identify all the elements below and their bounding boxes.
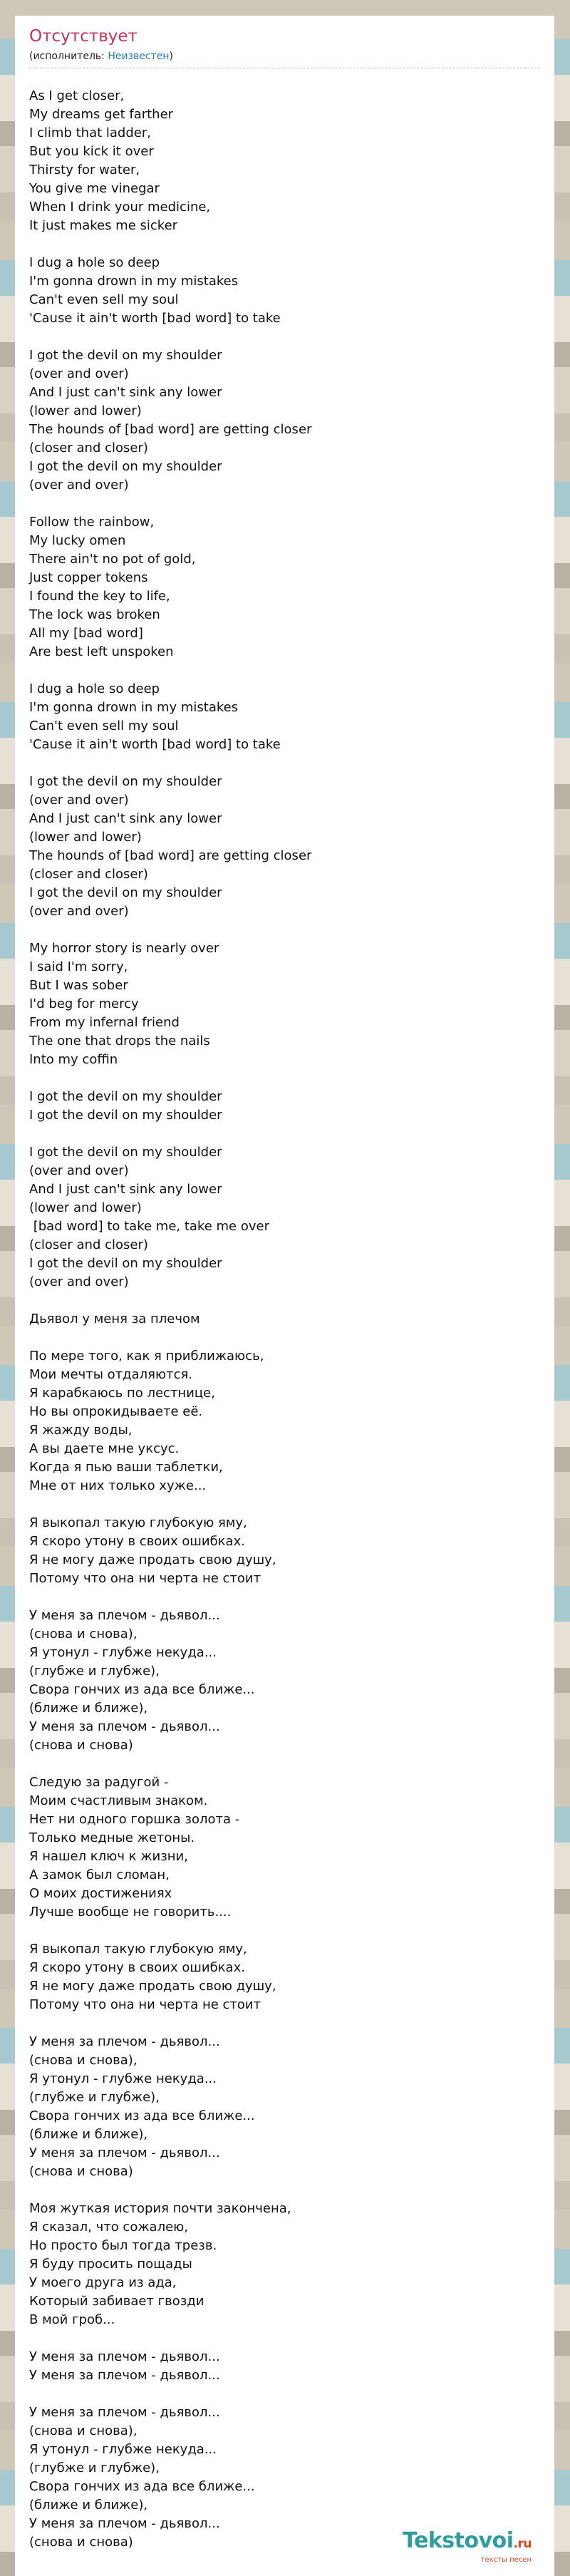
lyrics-line: You give me vinegar xyxy=(29,181,160,196)
artist-link[interactable]: Неизвестен xyxy=(108,51,170,62)
lyrics-stanza xyxy=(29,1310,514,1329)
lyrics-line: I got the devil on my shoulder xyxy=(29,774,222,789)
lyrics-line: I got the devil on my shoulder xyxy=(29,1108,222,1123)
lyrics-line: По мере того, как я приближаюсь, xyxy=(29,1349,264,1364)
lyrics-stanza xyxy=(29,1514,514,1588)
lyrics-line: It just makes me sicker xyxy=(29,218,178,233)
lyrics-line: Thirsty for water, xyxy=(29,163,140,177)
lyrics-line: Но вы опрокидываете её. xyxy=(29,1404,203,1419)
lyrics-line: Мои мечты отдаляются. xyxy=(29,1367,193,1382)
lyrics-line: I got the devil on my shoulder xyxy=(29,1145,222,1160)
lyrics-line: (over and over) xyxy=(29,366,129,381)
lyrics-line: Моя жуткая история почти закончена, xyxy=(29,2201,291,2216)
lyrics-line: Into my coffin xyxy=(29,1052,118,1067)
lyrics-line: Я скоро утону в своих ошибках. xyxy=(29,1960,245,1975)
lyrics-line: I'd beg for mercy xyxy=(29,996,139,1011)
lyrics-line: Но просто был тогда трезв. xyxy=(29,2238,217,2253)
lyrics-line: (closer and closer) xyxy=(29,441,148,455)
lyrics-line: У меня за плечом - дьявол... xyxy=(29,2368,220,2383)
lyrics-stanza xyxy=(29,87,514,235)
lyrics-line: (снова и снова), xyxy=(29,1627,138,1642)
lyrics-stanza xyxy=(29,1143,514,1292)
site-logo-name: Tekstovoi.ru xyxy=(403,2528,532,2553)
lyrics-stanza xyxy=(29,680,514,754)
lyrics-line: (глубже и глубже), xyxy=(29,2090,160,2105)
lyrics-line: Лучше вообще не говорить.... xyxy=(29,1905,232,1920)
lyrics-line: (closer and closer) xyxy=(29,1237,148,1252)
lyrics-line: And I just can't sink any lower xyxy=(29,811,222,826)
lyrics-line: Свора гончих из ада все ближе... xyxy=(29,2479,255,2494)
lyrics-line: I got the devil on my shoulder xyxy=(29,885,222,900)
lyrics-line: I dug a hole so deep xyxy=(29,255,160,270)
lyrics-line: Который забивает гвозди xyxy=(29,2294,204,2309)
lyrics-line: Can't even sell my soul xyxy=(29,718,179,733)
lyrics-line: Следую за радугой - xyxy=(29,1775,169,1790)
lyrics-line: (over and over) xyxy=(29,793,129,808)
lyrics-line: 'Cause it ain't worth [bad word] to take xyxy=(29,311,281,326)
lyrics-line: О моих достижениях xyxy=(29,1886,172,1901)
lyrics-line: When I drink your medicine, xyxy=(29,200,211,215)
lyrics-line: У меня за плечом - дьявол... xyxy=(29,2034,220,2049)
lyrics-line: (lower and lower) xyxy=(29,403,142,418)
lyrics-line: The hounds of [bad word] are getting closer xyxy=(29,422,312,437)
lyrics-page xyxy=(15,16,554,2576)
lyrics-line: (over and over) xyxy=(29,478,129,493)
lyrics-line: As I get closer, xyxy=(29,88,125,103)
lyrics-stanza xyxy=(29,346,514,495)
lyrics-line: У меня за плечом - дьявол... xyxy=(29,2405,220,2420)
lyrics-line: I said I'm sorry, xyxy=(29,959,128,974)
lyrics-line: (снова и снова) xyxy=(29,2164,133,2179)
lyrics-line: (снова и снова) xyxy=(29,1738,133,1753)
lyrics-line: I got the devil on my shoulder xyxy=(29,459,222,474)
lyrics-line: I got the devil on my shoulder xyxy=(29,348,222,363)
lyrics-line: Я жажду воды, xyxy=(29,1423,133,1438)
lyrics-line: (снова и снова) xyxy=(29,2535,133,2550)
lyrics-stanza xyxy=(29,1607,514,1755)
lyrics-stanza xyxy=(29,1088,514,1125)
lyrics-line: Can't even sell my soul xyxy=(29,292,179,307)
lyrics-line: [bad word] to take me, take me over xyxy=(29,1219,269,1234)
lyrics-line: I dug a hole so deep xyxy=(29,681,160,696)
lyrics-line: And I just can't sink any lower xyxy=(29,385,222,400)
lyrics-line: (lower and lower) xyxy=(29,830,142,845)
lyrics-line: And I just can't sink any lower xyxy=(29,1182,222,1197)
lyrics-line: Только медные жетоны. xyxy=(29,1830,195,1845)
site-logo[interactable] xyxy=(403,2530,532,2565)
lyrics-line: Я сказал, что сожалею, xyxy=(29,2220,189,2235)
lyrics-stanza xyxy=(29,939,514,1069)
song-header xyxy=(29,26,540,68)
lyrics-line: Дьявол у меня за плечом xyxy=(29,1312,200,1326)
lyrics-line: From my infernal friend xyxy=(29,1015,180,1030)
lyrics-line: I got the devil on my shoulder xyxy=(29,1256,222,1271)
lyrics-line: I climb that ladder, xyxy=(29,125,151,140)
lyrics-stanza xyxy=(29,1773,514,1922)
artist-prefix: (исполнитель: xyxy=(29,51,108,62)
lyrics-line: Я нашел ключ к жизни, xyxy=(29,1849,188,1864)
lyrics-line: My lucky omen xyxy=(29,533,126,548)
lyrics-line: Я выкопал такую глубокую яму, xyxy=(29,1942,247,1957)
lyrics-line: I got the devil on my shoulder xyxy=(29,1089,222,1104)
lyrics-line: (глубже и глубже), xyxy=(29,1664,160,1679)
lyrics-stanza xyxy=(29,773,514,921)
lyrics-line: Follow the rainbow, xyxy=(29,515,155,530)
lyrics-line: Я буду просить пощады xyxy=(29,2257,192,2272)
lyrics-line: (снова и снова), xyxy=(29,2423,138,2438)
lyrics-stanza xyxy=(29,254,514,328)
lyrics-line: У меня за плечом - дьявол... xyxy=(29,1608,220,1623)
lyrics-line: All my [bad word] xyxy=(29,626,143,641)
lyrics-line: Когда я пью ваши таблетки, xyxy=(29,1460,223,1475)
lyrics-stanza xyxy=(29,1347,514,1495)
lyrics-line: (lower and lower) xyxy=(29,1200,142,1215)
site-logo-tagline: тексты песен xyxy=(480,2556,532,2564)
lyrics-line: But you kick it over xyxy=(29,144,154,159)
lyrics-line: The hounds of [bad word] are getting closer xyxy=(29,848,312,863)
lyrics-line: The one that drops the nails xyxy=(29,1034,210,1049)
lyrics-line: Я выкопал такую глубокую яму, xyxy=(29,1515,247,1530)
lyrics-line: Потому что она ни черта не стоит xyxy=(29,1997,261,2012)
lyrics-line: Я скоро утону в своих ошибках. xyxy=(29,1534,245,1549)
lyrics-line: I'm gonna drown in my mistakes xyxy=(29,700,239,715)
lyrics-line: Я не могу даже продать свою душу, xyxy=(29,1979,276,1994)
lyrics-line: (глубже и глубже), xyxy=(29,2461,160,2475)
lyrics-line: Я утонул - глубже некуда... xyxy=(29,2071,217,2086)
artist-line xyxy=(29,50,540,68)
lyrics-stanza xyxy=(29,513,514,661)
lyrics-line: У меня за плечом - дьявол... xyxy=(29,2516,220,2531)
lyrics-line: There ain't no pot of gold, xyxy=(29,552,196,567)
lyrics-line: Мне от них только хуже... xyxy=(29,1478,207,1493)
lyrics-line: My horror story is nearly over xyxy=(29,941,219,956)
lyrics-stanza xyxy=(29,1940,514,2014)
lyrics-line: (over and over) xyxy=(29,904,129,919)
lyrics-line: (closer and closer) xyxy=(29,867,148,882)
lyrics-line: Нет ни одного горшка золота - xyxy=(29,1812,240,1827)
lyrics-line: А замок был сломан, xyxy=(29,1867,170,1882)
lyrics-line: Потому что она ни черта не стоит xyxy=(29,1571,261,1586)
lyrics-line: А вы даете мне уксус. xyxy=(29,1441,180,1456)
lyrics-stanza xyxy=(29,2200,514,2329)
lyrics-line: У меня за плечом - дьявол... xyxy=(29,2145,220,2160)
lyrics-line: But I was sober xyxy=(29,978,128,993)
lyrics-line: У меня за плечом - дьявол... xyxy=(29,1719,220,1734)
lyrics-line: В мой гроб... xyxy=(29,2312,115,2327)
lyrics-line: I found the key to life, xyxy=(29,589,170,604)
lyrics-stanza xyxy=(29,2033,514,2181)
lyrics-line: Свора гончих из ада все ближе... xyxy=(29,1682,255,1697)
lyrics-line: I'm gonna drown in my mistakes xyxy=(29,274,239,289)
lyrics-line: Just copper tokens xyxy=(29,570,148,585)
lyrics-line: (ближе и ближе), xyxy=(29,1701,148,1716)
lyrics-line: (снова и снова), xyxy=(29,2053,138,2068)
lyrics-line: Моим счастливым знаком. xyxy=(29,1793,208,1808)
lyrics-line: У моего друга из ада, xyxy=(29,2275,177,2290)
lyrics-text xyxy=(29,87,514,2570)
song-title: Отсутствует xyxy=(29,27,138,46)
site-logo-suffix: .ru xyxy=(513,2537,532,2551)
lyrics-line: (ближе и ближе), xyxy=(29,2127,148,2142)
lyrics-line: Я утонул - глубже некуда... xyxy=(29,1645,217,1660)
lyrics-line: (over and over) xyxy=(29,1274,129,1289)
lyrics-line: My dreams get farther xyxy=(29,107,174,122)
lyrics-line: У меня за плечом - дьявол... xyxy=(29,2349,220,2364)
lyrics-line: Я карабкаюсь по лестнице, xyxy=(29,1386,215,1401)
lyrics-stanza xyxy=(29,2348,514,2385)
lyrics-line: (over and over) xyxy=(29,1163,129,1178)
lyrics-line: The lock was broken xyxy=(29,607,160,622)
lyrics-line: (ближе и ближе), xyxy=(29,2498,148,2513)
lyrics-line: 'Cause it ain't worth [bad word] to take xyxy=(29,737,281,752)
lyrics-line: Are best left unspoken xyxy=(29,644,174,659)
lyrics-line: Свора гончих из ада все ближе... xyxy=(29,2108,255,2123)
lyrics-line: Я не могу даже продать свою душу, xyxy=(29,1552,276,1567)
artist-suffix: ) xyxy=(169,51,173,62)
lyrics-line: Я утонул - глубже некуда... xyxy=(29,2442,217,2457)
